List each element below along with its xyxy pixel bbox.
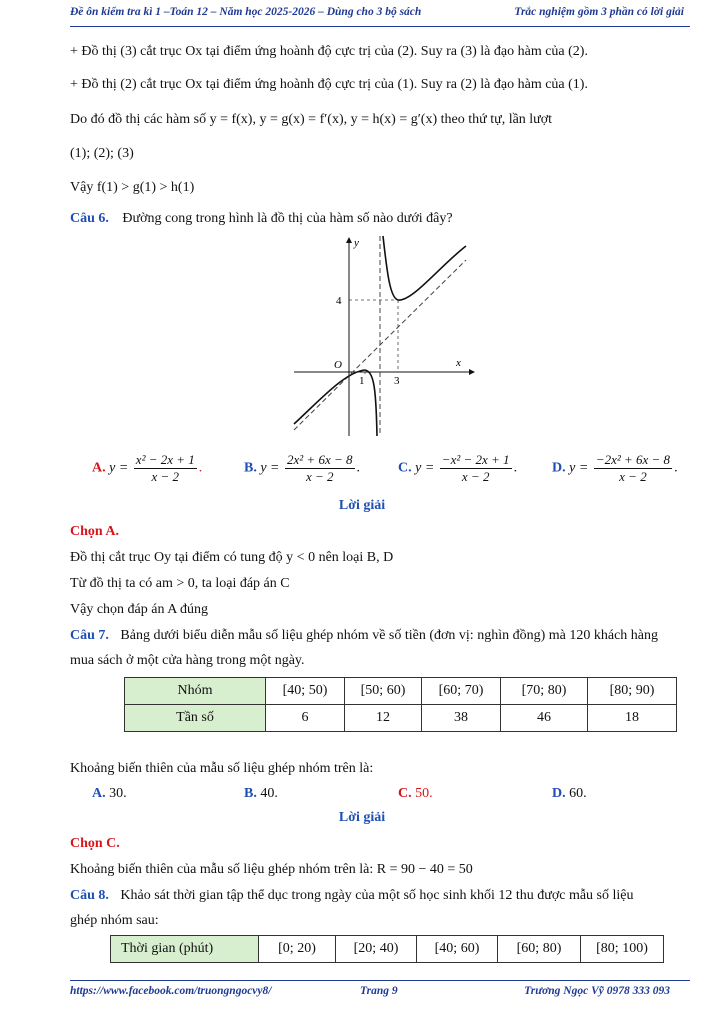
- header-left: Đề ôn kiểm tra kì 1 –Toán 12 – Năm học 2025-2026 – Dùng cho 3 bộ sách: [70, 6, 422, 18]
- q8-col-3: [40; 60): [417, 936, 498, 963]
- footer-page-number: Trang 9: [360, 985, 398, 997]
- q6-option-c-y: y =: [415, 460, 435, 476]
- q7-option-d-letter: D.: [552, 786, 566, 801]
- q6-option-a[interactable]: A. y = $\frac{\text{x² − 2x + 1}}{x - 2}$ .: [92, 452, 203, 484]
- footer-author: Trương Ngọc Vỹ 0978 333 093: [524, 985, 670, 997]
- q7-solution-title: Lời giải: [338, 810, 386, 825]
- page-footer: [70, 980, 690, 1005]
- line-3: Do đó đồ thị các hàm số y = f(x), y = g(x) = f′(x), y = h(x) = g′(x) theo thứ tự, lần lượt: [70, 112, 553, 127]
- q6-option-c[interactable]: C. y = $\frac{\text{−x² − 2x + 1}}{x - 2}$ .: [398, 452, 518, 484]
- line-4: (1); (2); (3): [70, 146, 134, 161]
- q6-option-d[interactable]: D. y = $\frac{\text{−2x² + 6x − 8}}{x - 2}$ .: [552, 452, 678, 484]
- q7-option-c-value: 50.: [415, 786, 433, 801]
- q6-option-b-y: y =: [260, 460, 280, 476]
- q7-label: Câu 7.: [70, 628, 109, 643]
- q7-option-a-letter: A.: [92, 786, 106, 801]
- q8-statement: [70, 888, 634, 904]
- q6-option-c-letter: C.: [398, 460, 412, 476]
- q6-option-d-num: −2x² + 6x − 8: [595, 452, 671, 467]
- page-header: [70, 4, 690, 27]
- q8-col-4: [60; 80): [498, 936, 581, 963]
- q7-freq-2: 12: [345, 705, 422, 732]
- q7-table-row-groups: [125, 678, 677, 705]
- q8-text-2: ghép nhóm sau:: [70, 913, 159, 928]
- q7-option-a-value: 30.: [109, 786, 127, 801]
- q6-option-a-y: y =: [109, 460, 129, 476]
- q7-group-5: [80; 90): [588, 678, 677, 705]
- q7-group-3: [60; 70): [422, 678, 501, 705]
- q7-question: Khoảng biến thiên của mẫu số liệu ghép nhóm trên là:: [70, 761, 374, 776]
- q8-col-1: [0; 20): [259, 936, 336, 963]
- label-tick-1: 1: [359, 375, 365, 387]
- q7-text-2: mua sách ở một cửa hàng trong một ngày.: [70, 653, 305, 668]
- q7-solution-1: Khoảng biến thiên của mẫu số liệu ghép nhóm trên là: R = 90 − 40 = 50: [70, 862, 473, 877]
- label-y: y: [354, 237, 359, 249]
- q8-table: [110, 935, 664, 963]
- q7-option-b-value: 40.: [260, 786, 278, 801]
- q8-table-row: [111, 936, 664, 963]
- q7-freq-4: 46: [501, 705, 588, 732]
- q6-option-a-letter: A.: [92, 460, 106, 476]
- q6-option-b-num: 2x² + 6x − 8: [287, 452, 353, 467]
- q6-option-a-num: x² − 2x + 1: [135, 452, 195, 467]
- q6-option-d-fraction: [594, 452, 672, 485]
- q6-solution-2: Từ đồ thị ta có am > 0, ta loại đáp án C: [70, 576, 290, 591]
- footer-link[interactable]: https://www.facebook.com/truongngocvy8/: [70, 985, 272, 997]
- line-1: + Đồ thị (3) cắt trục Ox tại điểm ứng hoành độ cực trị của (2). Suy ra (3) là đạo hàm của (2).: [70, 44, 588, 59]
- q7-group-1: [40; 50): [266, 678, 345, 705]
- label-x: x: [456, 357, 461, 369]
- q6-choice: Chọn A.: [70, 524, 120, 539]
- q7-group-2: [50; 60): [345, 678, 422, 705]
- q7-table-header-freq: Tần số: [125, 705, 266, 732]
- q6-option-d-den: x − 2: [619, 469, 647, 484]
- q7-freq-1: 6: [266, 705, 345, 732]
- q8-table-header: Thời gian (phút): [111, 936, 259, 963]
- q7-option-d[interactable]: [552, 786, 587, 802]
- q6-option-a-fraction: [134, 452, 197, 485]
- q6-solution-3: Vậy chọn đáp án A đúng: [70, 602, 209, 617]
- q7-option-c[interactable]: [398, 786, 433, 802]
- q7-table-row-freq: [125, 705, 677, 732]
- q7-option-a[interactable]: [92, 786, 127, 802]
- q8-col-5: [80; 100): [581, 936, 664, 963]
- q7-freq-3: 38: [422, 705, 501, 732]
- q6-solution-title: Lời giải: [338, 498, 386, 513]
- q6-option-b-fraction: [285, 452, 354, 485]
- q8-label: Câu 8.: [70, 888, 109, 903]
- q6-option-d-y: y =: [569, 460, 589, 476]
- curve-left-branch: [294, 370, 377, 436]
- q8-text-1: Khảo sát thời gian tập thể dục trong ngày của một số học sinh khối 12 thu được mẫu số liệu: [120, 888, 634, 903]
- q6-option-b-letter: B.: [244, 460, 257, 476]
- q6-option-a-den: x − 2: [151, 469, 180, 484]
- q7-option-b-letter: B.: [244, 786, 257, 801]
- q6-option-b[interactable]: B. y = $\frac{\text{2x² + 6x − 8}}{x - 2}$ .: [244, 452, 360, 484]
- q7-choice: Chọn C.: [70, 836, 120, 851]
- header-right: Trắc nghiệm gồm 3 phần có lời giải: [514, 6, 684, 18]
- q6-statement: [70, 211, 453, 227]
- q7-text-1: Bảng dưới biểu diễn mẫu số liệu ghép nhóm về số tiền (đơn vị: nghìn đồng) mà 120 khách hàng: [120, 628, 658, 643]
- line-2: + Đồ thị (2) cắt trục Ox tại điểm ứng hoành độ cực trị của (1). Suy ra (2) là đạo hàm của (1).: [70, 77, 588, 92]
- q6-solution-1: Đồ thị cắt trục Oy tại điểm có tung độ y < 0 nên loại B, D: [70, 550, 394, 565]
- q6-label: Câu 6.: [70, 211, 109, 226]
- q8-col-2: [20; 40): [336, 936, 417, 963]
- label-origin: O: [334, 359, 342, 371]
- q7-option-c-letter: C.: [398, 786, 412, 801]
- line-5: Vậy f(1) > g(1) > h(1): [70, 180, 195, 195]
- q6-option-c-fraction: [440, 452, 512, 485]
- q7-table-header-groups: Nhóm: [125, 678, 266, 705]
- label-tick-4: 4: [336, 295, 342, 307]
- q6-graph: [290, 232, 480, 438]
- q7-table: [124, 677, 677, 732]
- q7-option-b[interactable]: [244, 786, 278, 802]
- q6-option-c-den: x − 2: [461, 469, 490, 484]
- label-tick-3: 3: [394, 375, 400, 387]
- curve-right-branch: [383, 236, 466, 300]
- q6-option-c-num: −x² − 2x + 1: [441, 452, 510, 467]
- q7-freq-5: 18: [588, 705, 677, 732]
- q7-option-d-value: 60.: [569, 786, 587, 801]
- q6-text: Đường cong trong hình là đồ thị của hàm số nào dưới đây?: [122, 211, 453, 226]
- q7-statement: [70, 628, 658, 644]
- q6-option-b-den: x − 2: [305, 469, 334, 484]
- q6-option-d-letter: D.: [552, 460, 566, 476]
- q7-group-4: [70; 80): [501, 678, 588, 705]
